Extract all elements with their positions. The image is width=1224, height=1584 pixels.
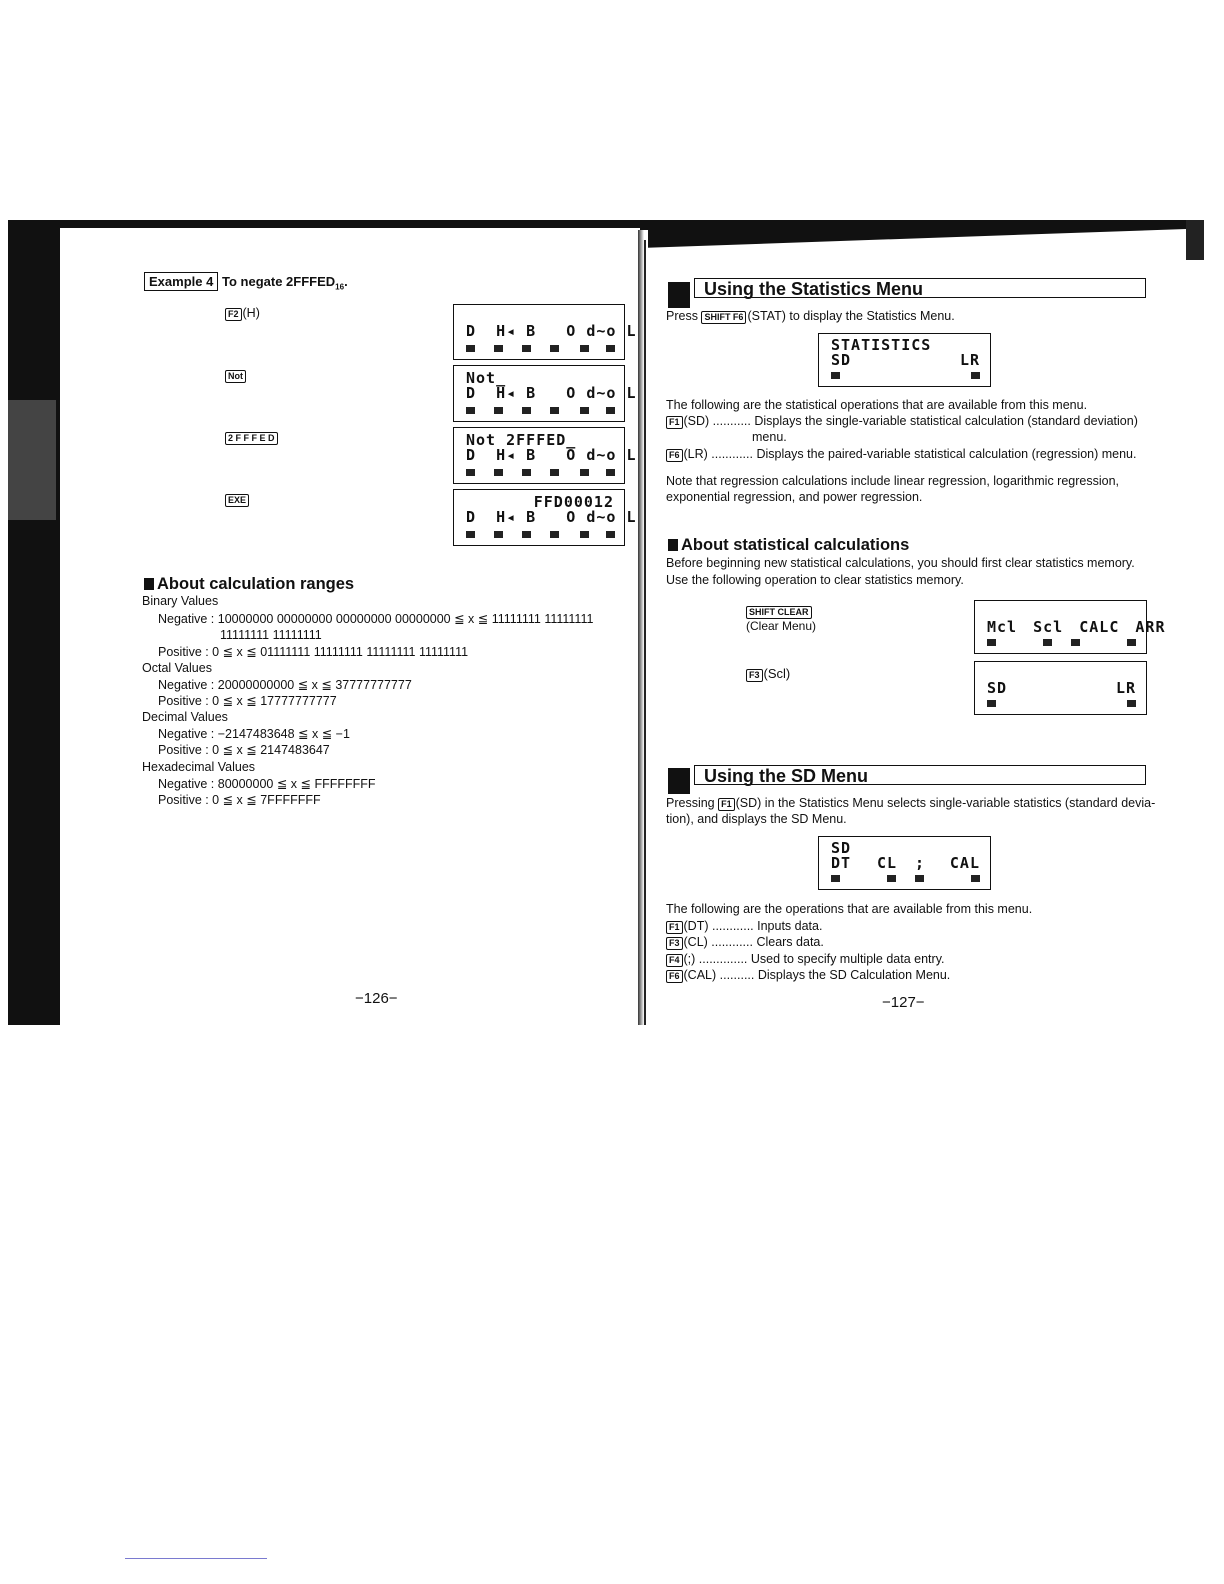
- sd-intro-pressing: Pressing: [666, 796, 715, 810]
- page-number-right: −127−: [882, 994, 925, 1011]
- step-1-keys: [225, 306, 260, 321]
- lcd-display-3: [453, 427, 637, 484]
- sd-intro: [666, 796, 1155, 811]
- clear-menu-label: (Clear Menu): [746, 619, 817, 633]
- example-title-text: To negate 2FFFED: [222, 274, 336, 289]
- lcd-clear-menu: [974, 600, 1166, 654]
- scan-left-edge: [8, 220, 60, 1025]
- hex-digit-keys: 2 F F F E D: [225, 432, 278, 445]
- lcd-4-line-1: FFD00012: [533, 493, 614, 511]
- binary-positive-line: Positive : 0 ≦ x ≦ 01111111 11111111 11111111 11111111: [158, 645, 469, 659]
- octal-values-label: Octal Values: [142, 661, 212, 675]
- lcd-mcl: Mcl: [987, 618, 1018, 636]
- lcd-statistics-title: STATISTICS: [831, 336, 932, 354]
- bullet-icon: [144, 578, 154, 590]
- op-cl-line: [666, 935, 824, 950]
- section1-title: Using the Statistics Menu: [704, 279, 924, 299]
- octal-positive-line: Positive : 0 ≦ x ≦ 17777777777: [158, 694, 337, 708]
- lcd-statistics-sd: SD: [831, 351, 852, 369]
- ops-intro: The following are the statistical operations that are available from this menu.: [666, 398, 1088, 412]
- f6-key: F6: [666, 970, 683, 983]
- intro-rest: (STAT) to display the Statistics Menu.: [747, 309, 955, 323]
- lcd-sd-menu: [818, 836, 991, 890]
- function-key-markers: [466, 531, 614, 539]
- lcd-2-line-1: Not_: [466, 369, 507, 387]
- book-spine-line: [644, 240, 646, 1025]
- f1-key: F1: [666, 921, 683, 934]
- scan-left-edge-shadow: [8, 400, 56, 520]
- op-sd-cont: menu.: [752, 430, 787, 444]
- lcd-2-line-2: D H◂ B O d~o L: [466, 384, 637, 402]
- lcd-cl: CL: [877, 854, 898, 872]
- function-key-markers: [466, 407, 614, 415]
- f1-key: F1: [718, 798, 735, 811]
- op-dt-line: [666, 919, 822, 934]
- decimal-positive-line: Positive : 0 ≦ x ≦ 2147483647: [158, 743, 330, 757]
- lcd-scl: Scl: [1033, 618, 1064, 636]
- lcd-3-line-1: Not 2FFFED_: [466, 431, 577, 449]
- lcd-statistics-lr: LR: [959, 351, 980, 369]
- function-key-markers: [831, 372, 980, 380]
- op-sd-line: [666, 414, 1138, 429]
- scl-step: [746, 666, 790, 682]
- lcd-statistics: [818, 333, 991, 387]
- example-title-subscript: 16: [335, 282, 345, 292]
- sd-intro-rest: (SD) in the Statistics Menu selects single-variable statistics (standard devia-: [735, 796, 1156, 810]
- section1-intro: [666, 309, 955, 324]
- about-line-2: Use the following operation to clear statistics memory.: [666, 573, 964, 587]
- ops2-intro: The following are the operations that are available from this menu.: [666, 902, 1033, 916]
- op-cal-text: (CAL) .......... Displays the SD Calculation Menu.: [683, 968, 951, 982]
- f3-key: F3: [746, 669, 763, 682]
- binary-negative-cont: 11111111 11111111: [220, 628, 322, 642]
- op-cl-text: (CL) ............ Clears data.: [683, 935, 824, 949]
- binary-values-label: Binary Values: [142, 594, 219, 608]
- example-label: Example 4: [144, 272, 218, 291]
- section-marker-icon: [668, 768, 690, 794]
- lcd-clear-items: [987, 618, 1166, 636]
- example-title: To negate $2FFFED_{16}$.: [222, 274, 348, 292]
- hex-negative-line: Negative : 80000000 ≦ x ≦ FFFFFFFF: [158, 777, 376, 791]
- lcd-display-2: [453, 365, 637, 422]
- function-key-markers: [987, 639, 1136, 647]
- lcd-dt: DT: [831, 854, 852, 872]
- page-number-left: −126−: [355, 990, 398, 1007]
- op-dt-text: (DT) ............ Inputs data.: [683, 919, 823, 933]
- book-spine: [638, 230, 648, 1025]
- f1-key: F1: [666, 416, 683, 429]
- sd-intro-cont: tion), and displays the SD Menu.: [666, 812, 847, 826]
- function-key-markers: [831, 875, 980, 883]
- intro-press: Press: [666, 309, 698, 323]
- op-cal-line: [666, 968, 950, 983]
- lcd-1-line-2: D H◂ B O d~o L: [466, 322, 637, 340]
- about-line-1: Before beginning new statistical calculations, you should first clear statistics memory.: [666, 556, 1135, 570]
- not-key: Not: [225, 370, 246, 383]
- f2-key: F2: [225, 308, 242, 321]
- decimal-negative-line: Negative : −2147483648 ≦ x ≦ −1: [158, 727, 350, 741]
- step-4-keys: [225, 492, 250, 507]
- step-2-keys: [225, 368, 247, 383]
- step-1-suffix: (H): [242, 306, 260, 320]
- scl-label: (Scl): [763, 666, 791, 681]
- ranges-heading-text: About calculation ranges: [157, 575, 355, 593]
- lcd-4-line-2: D H◂ B O d~o L: [466, 508, 637, 526]
- hex-values-label: Hexadecimal Values: [142, 760, 256, 774]
- op-semicolon-line: [666, 952, 945, 967]
- function-key-markers: [987, 700, 1136, 708]
- op-lr-line: [666, 447, 1136, 462]
- step-3-keys: [225, 430, 279, 445]
- bottom-rule: [125, 1558, 267, 1559]
- section-marker-icon: [668, 282, 690, 308]
- lcd-arr: ARR: [1135, 618, 1166, 636]
- lcd-scl-sd: SD: [987, 679, 1008, 697]
- function-key-markers: [466, 345, 614, 353]
- exe-key: EXE: [225, 494, 249, 507]
- op-semicolon-text: (;) .............. Used to specify multiple data entry.: [683, 952, 945, 966]
- scan-right-edge: [1186, 220, 1204, 260]
- hex-positive-line: Positive : 0 ≦ x ≦ 7FFFFFFF: [158, 793, 321, 807]
- op-lr-text: (LR) ............ Displays the paired-variable statistical calculation (regression) menu.: [683, 447, 1137, 461]
- lcd-scl-lr: LR: [1115, 679, 1136, 697]
- lcd-cal: CAL: [949, 854, 980, 872]
- octal-negative-line: Negative : 20000000000 ≦ x ≦ 37777777777: [158, 678, 412, 692]
- bullet-icon: [668, 539, 678, 551]
- shift-clear-keys: SHIFT CLEAR: [746, 606, 812, 619]
- f4-key: F4: [666, 954, 683, 967]
- lcd-display-4: [453, 489, 637, 546]
- binary-negative-line: Negative : 10000000 00000000 00000000 00000000 ≦ x ≦ 11111111 11111111: [158, 612, 594, 626]
- lcd-sd-items: [831, 855, 980, 871]
- note-line-2: exponential regression, and power regression.: [666, 490, 923, 504]
- op-sd-text: (SD) ........... Displays the single-variable statistical calculation (standard deviation): [683, 414, 1138, 428]
- f6-key: F6: [666, 449, 683, 462]
- about-heading: [668, 536, 909, 555]
- clear-keys: [746, 604, 813, 619]
- lcd-sd-title: SD: [831, 839, 852, 857]
- lcd-display-1: [453, 304, 637, 360]
- lcd-calc: CALC: [1079, 618, 1120, 636]
- shift-f6-keys: SHIFT F6: [701, 311, 746, 324]
- ranges-heading: [144, 575, 354, 594]
- function-key-markers: [466, 469, 614, 477]
- lcd-3-line-2: D H◂ B O d~o L: [466, 446, 637, 464]
- section2-title: Using the SD Menu: [704, 766, 869, 786]
- lcd-scl-menu: [974, 661, 1147, 715]
- lcd-semicolon: ;: [915, 854, 926, 872]
- note-line-1: Note that regression calculations include linear regression, logarithmic regression,: [666, 474, 1120, 488]
- about-heading-text: About statistical calculations: [681, 536, 910, 554]
- decimal-values-label: Decimal Values: [142, 710, 228, 724]
- f3-key: F3: [666, 937, 683, 950]
